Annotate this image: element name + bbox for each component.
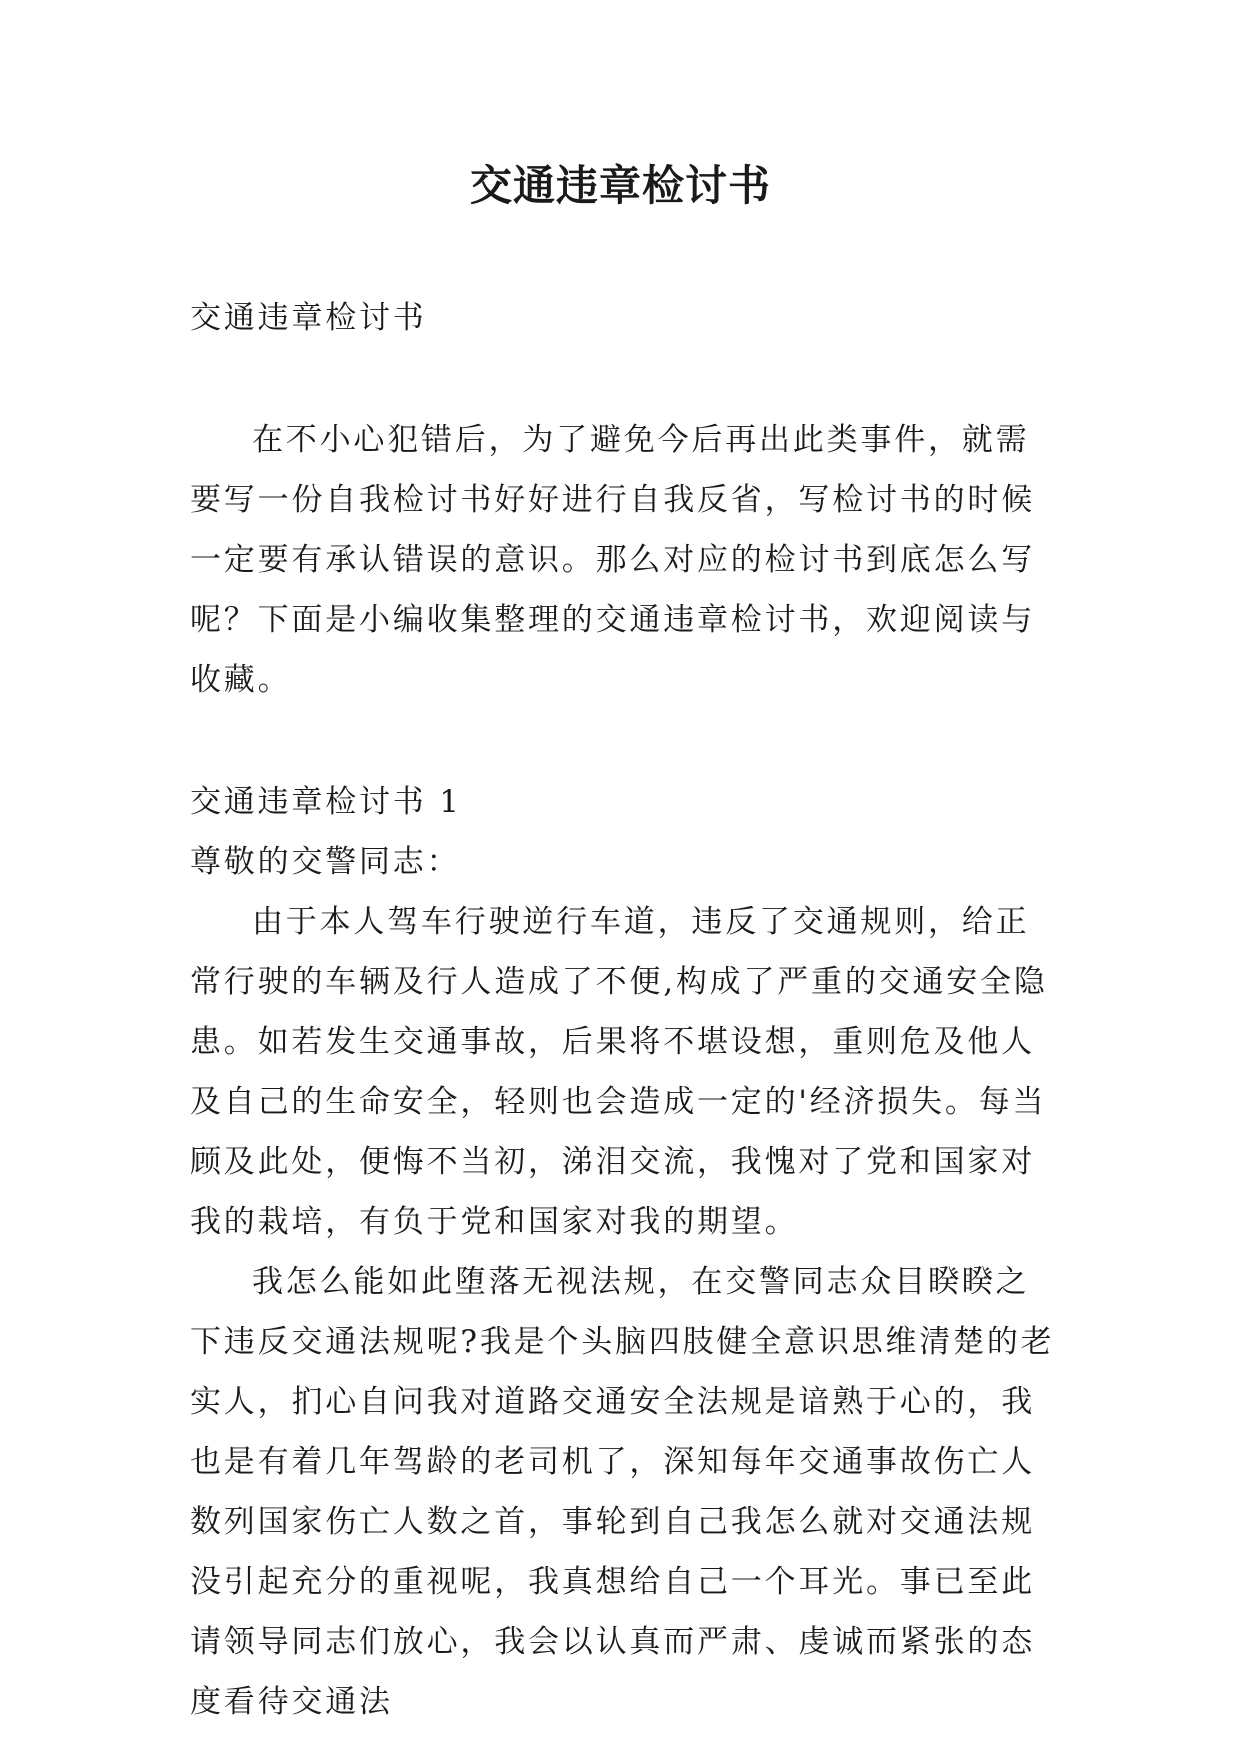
- section-heading: 交通违章检讨书 1: [190, 784, 462, 820]
- document-subtitle: 交通违章检讨书: [190, 300, 427, 336]
- spacer: [190, 348, 1060, 410]
- salutation: 尊敬的交警同志：: [190, 844, 461, 880]
- document-body: [190, 288, 1060, 1732]
- document-title: 交通违章检讨书: [469, 161, 771, 210]
- body-paragraph: 我怎么能如此堕落无视法规，在交警同志众目睽睽之下违反交通法规呢?我是个头脑四肢健全意识思维清楚的老实人，扪心自问我对道路交通安全法规是谙熟于心的，我也是有着几年驾龄的老司机了，深知每年交通事故伤亡人数列国家伤亡人数之首，事轮到自己我怎么就对交通法规没引起充分的重视呢，我真想给自己一个耳光。事已至此请领导同志们放心，我会以认真而严肃、虔诚而紧张的态度看待交通法: [190, 1264, 1055, 1720]
- body-paragraph: 由于本人驾车行驶逆行车道，违反了交通规则，给正常行驶的车辆及行人造成了不便,构成了严重的交通安全隐患。如若发生交通事故，后果将不堪设想，重则危及他人及自己的生命安全，轻则也会造成一定的'经济损失。每当顾及此处，便悔不当初，涕泪交流，我愧对了党和国家对我的栽培，有负于党和国家对我的期望。: [190, 904, 1048, 1240]
- intro-paragraph: 在不小心犯错后，为了避免今后再出此类事件，就需要写一份自我检讨书好好进行自我反省，写检讨书的时候一定要有承认错误的意识。那么对应的检讨书到底怎么写呢？下面是小编收集整理的交通违章检讨书，欢迎阅读与收藏。: [190, 422, 1035, 698]
- spacer: [190, 710, 1060, 772]
